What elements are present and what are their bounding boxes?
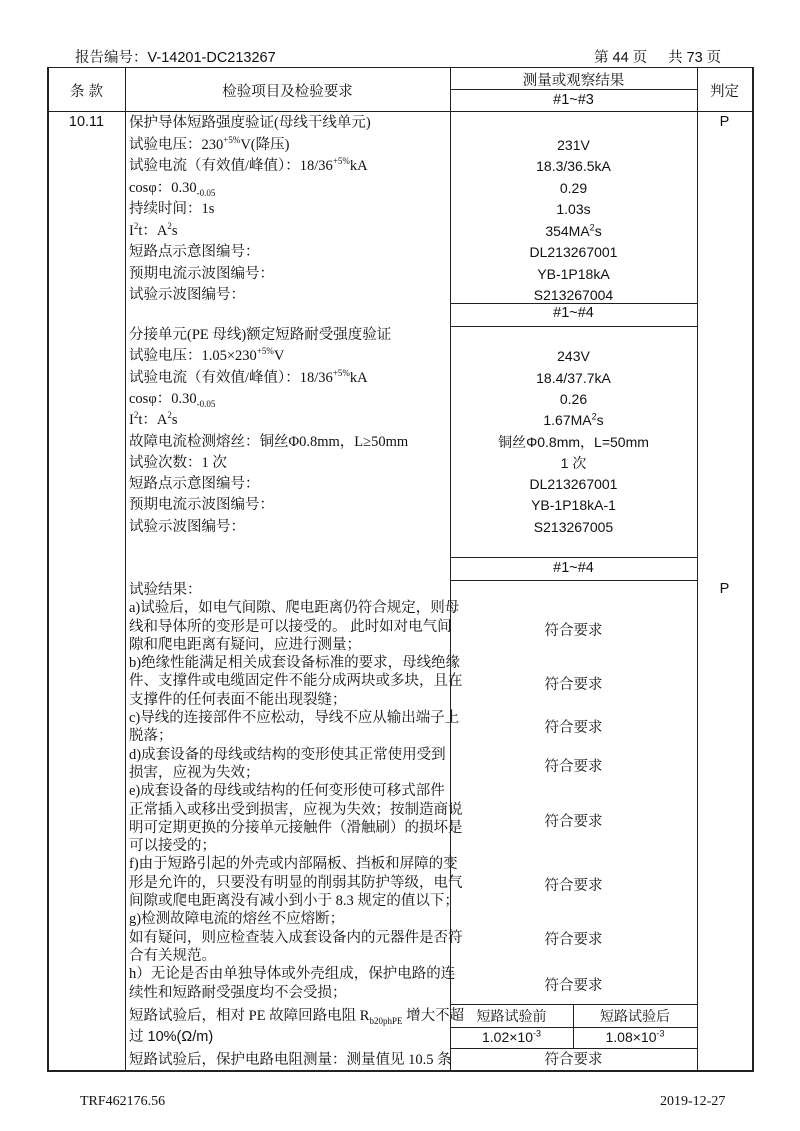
samples-label: #1~#4 [553, 560, 594, 576]
text-segment: 铜丝Φ0.8mm，L=50mm [498, 433, 649, 450]
table-border-top [48, 67, 753, 68]
text-segment: V(降压) [240, 136, 290, 153]
text-segment: s [171, 412, 178, 429]
result-value: 符合要求 [544, 759, 603, 775]
script-text: -0.05 [196, 398, 216, 409]
column-divider [125, 67, 126, 1071]
text-segment: s [596, 412, 604, 429]
text-segment: 预期电流示波图编号： [129, 497, 274, 514]
text-segment: 1 次 [560, 454, 587, 471]
clause-number: 10.11 [68, 114, 105, 130]
result-value [450, 474, 697, 494]
text-segment: 354MA [545, 222, 590, 239]
requirement-line [129, 410, 178, 430]
requirement-line [129, 495, 274, 515]
table-border-bottom [48, 1070, 753, 1072]
issue-date: 2019-12-27 [660, 1094, 726, 1109]
requirement-line [129, 389, 215, 409]
text-segment: 试验电压：230 [129, 136, 224, 153]
script-text: -3 [656, 1028, 665, 1039]
result-value [450, 410, 697, 430]
form-number: TRF462176.56 [80, 1094, 166, 1109]
text-segment: 分接单元(PE 母线)额定短路耐受强度验证 [129, 327, 392, 343]
pe-resistance-requirement-cont: 过 10%(Ω/m) [129, 1029, 214, 1045]
text-segment: YB-1P18kA-1 [531, 497, 616, 514]
result-value [450, 199, 697, 219]
text-segment: 试验电流（有效值/峰值）：18/36 [129, 158, 333, 174]
text-segment: YB-1P18kA [537, 265, 610, 282]
text-segment: I [129, 412, 134, 429]
text-segment: 243V [557, 348, 590, 365]
text-segment: 试验电压：1.05×230 [129, 348, 257, 365]
requirement-line [129, 199, 214, 219]
result-value [450, 495, 697, 515]
result-value [450, 432, 697, 452]
result-value [450, 264, 697, 284]
text-segment: 持续时间：1s [129, 201, 215, 217]
protective-circuit-resistance: 短路试验后，保护电路电阻测量：测量值见 10.5 条 [129, 1052, 452, 1068]
table-border-left [47, 67, 49, 1072]
result-value [450, 221, 697, 241]
text-segment: 试验次数：1 次 [129, 454, 227, 471]
page-total: 共 73 页 [668, 50, 722, 66]
result-value [450, 368, 697, 388]
header-item: 检验项目及检验要求 [222, 84, 353, 100]
test-results-requirements: 试验结果： a)试验后，如电气间隙、爬电距离仍符合规定，则母 线和导体所的变形是可以接受的。 此时如对电气间 隙和爬电距离有疑问，应进行测量； b)绝缘性能满足相关成套设备标准的要求，母线绝缘 件、支撑件或电缆固定件不能分成两块或多块，且在 支撑件的任何表面不能出现裂缝； c)导线的连接部件不应松动，导线不应从输出端子上 脱落； d)成套设备的母线或结构的变形使其正常使用受到 损害，应视为失效； e)成套设备的母线或结构的任何变形使可移式部件 正常插入或移出受到损害，应视为失效；按制造商说 明可定期更换的分接单元接触件（滑触刷）的损坏是 可以接受的； f)由于短路引起的外壳或内部隔板、挡板和屏障的变 形是允许的，只要没有明显的削弱其防护等级，电气 间隙或爬电距离没有减小到小于 8.3 规定的值以下； g)检测故障电流的熔丝不应熔断； 如有疑问，则应检查装入成套设备内的元器件是否符 合有关规范。 h）无论是否由单独导体或外壳组成，保护电路的连 续性和短路耐受强度均不会受损； [129, 582, 463, 1001]
result-value [450, 346, 697, 366]
text-segment: s [171, 222, 178, 239]
text-segment: 1.08×10 [605, 1029, 657, 1045]
header-verdict: 判定 [710, 84, 739, 100]
requirement-line [129, 113, 371, 133]
verdict: P [719, 114, 730, 130]
requirement-line [129, 325, 391, 345]
pe-after-label: 短路试验后 [600, 1010, 670, 1025]
result-value: 符合要求 [544, 814, 603, 830]
requirement-line [129, 432, 408, 452]
text-segment: DL213267001 [529, 476, 618, 493]
result-value [450, 517, 697, 537]
text-segment: 1.02×10 [481, 1029, 533, 1045]
text-segment: 预期电流示波图编号： [129, 265, 274, 282]
page-number: 第 44 页 [594, 50, 648, 66]
script-text: 2 [133, 410, 139, 421]
script-text: b20phPE [369, 1015, 403, 1026]
header-clause: 条 款 [69, 84, 104, 100]
text-segment: kA [349, 158, 368, 174]
text-segment: 短路点示意图编号： [129, 476, 260, 493]
result-value: 符合要求 [544, 978, 603, 994]
column-divider [697, 67, 698, 1071]
requirement-line [129, 178, 215, 198]
requirement-line [129, 135, 289, 155]
text-segment: 18.3/36.5kA [536, 158, 611, 174]
text-segment: t：A [138, 412, 168, 429]
text-segment: cosφ：0.30 [129, 390, 197, 407]
requirement-line [129, 368, 368, 388]
text-segment: V [273, 348, 285, 365]
pe-before-value [450, 1029, 573, 1045]
pe-resistance-requirement [129, 1006, 464, 1026]
requirement-line [129, 264, 274, 284]
report-number: 报告编号：V-14201-DC213267 [75, 50, 276, 66]
script-text: -3 [532, 1028, 541, 1039]
samples-label: #1~#4 [553, 305, 594, 321]
text-segment: I [129, 222, 134, 239]
requirement-line [129, 285, 245, 305]
row-divider [450, 326, 697, 327]
verdict: P [719, 581, 730, 597]
result-value [450, 156, 697, 176]
requirement-line [129, 221, 178, 241]
result-value: 符合要求 [544, 720, 603, 736]
requirement-line [129, 242, 260, 262]
requirement-line [129, 156, 368, 176]
result-value: 符合要求 [544, 677, 603, 693]
result-value [450, 453, 697, 473]
text-segment: S213267004 [533, 287, 614, 303]
requirement-line [129, 517, 245, 537]
text-segment: kA [349, 369, 368, 386]
text-segment: 0.29 [559, 179, 588, 196]
text-segment: 故障电流检测熔丝：铜丝Φ0.8mm，L≥50mm [129, 433, 409, 450]
header-result: 测量或观察结果 [522, 73, 625, 89]
requirement-line [129, 453, 227, 473]
script-text: 2 [167, 410, 172, 421]
pe-after-value [573, 1029, 697, 1045]
script-text: +5% [332, 367, 350, 378]
text-segment: 短路试验后，相对 PE 故障回路电阻 R [129, 1008, 370, 1024]
table-border-right [752, 67, 754, 1072]
requirement-line [129, 346, 284, 366]
script-text: -0.05 [196, 187, 216, 198]
script-text: +5% [332, 156, 350, 167]
row-divider [450, 557, 697, 558]
text-segment: S213267005 [533, 518, 614, 535]
result-value [450, 135, 697, 155]
script-text: +5% [223, 134, 241, 145]
result-value [450, 389, 697, 409]
script-text: 2 [133, 220, 139, 231]
header-bottom [48, 111, 753, 112]
result-value: 符合要求 [544, 932, 603, 948]
script-text: 2 [167, 220, 172, 231]
result-value: 符合要求 [544, 1052, 603, 1068]
result-value [450, 242, 697, 262]
text-segment: 0.26 [559, 390, 588, 407]
script-text: 2 [591, 411, 597, 422]
text-segment: DL213267001 [529, 244, 618, 260]
text-segment: 18.4/37.7kA [536, 369, 611, 386]
text-segment: 试验示波图编号： [129, 287, 245, 303]
result-value [450, 178, 697, 198]
text-segment: 1.03s [556, 201, 591, 217]
text-segment: 增大不超 [402, 1008, 465, 1024]
result-value [450, 285, 697, 305]
text-segment: s [594, 222, 602, 239]
header-samples: #1~#3 [553, 92, 594, 108]
script-text: 2 [589, 221, 595, 232]
row-divider [450, 580, 697, 581]
row-divider [450, 1048, 697, 1049]
text-segment: cosφ：0.30 [129, 179, 197, 196]
pe-before-label: 短路试验前 [476, 1010, 547, 1025]
text-segment: 231V [557, 136, 590, 153]
text-segment: 1.67MA [543, 412, 592, 429]
result-value: 符合要求 [544, 623, 603, 639]
text-segment: 试验示波图编号： [129, 518, 245, 535]
text-segment: 短路点示意图编号： [129, 244, 260, 260]
script-text: +5% [256, 346, 274, 357]
text-segment: 试验电流（有效值/峰值）：18/36 [129, 369, 333, 386]
text-segment: t：A [138, 222, 168, 239]
text-segment: 保护导体短路强度验证(母线干线单元) [129, 115, 371, 131]
result-value: 符合要求 [544, 878, 603, 894]
requirement-line [129, 474, 260, 494]
